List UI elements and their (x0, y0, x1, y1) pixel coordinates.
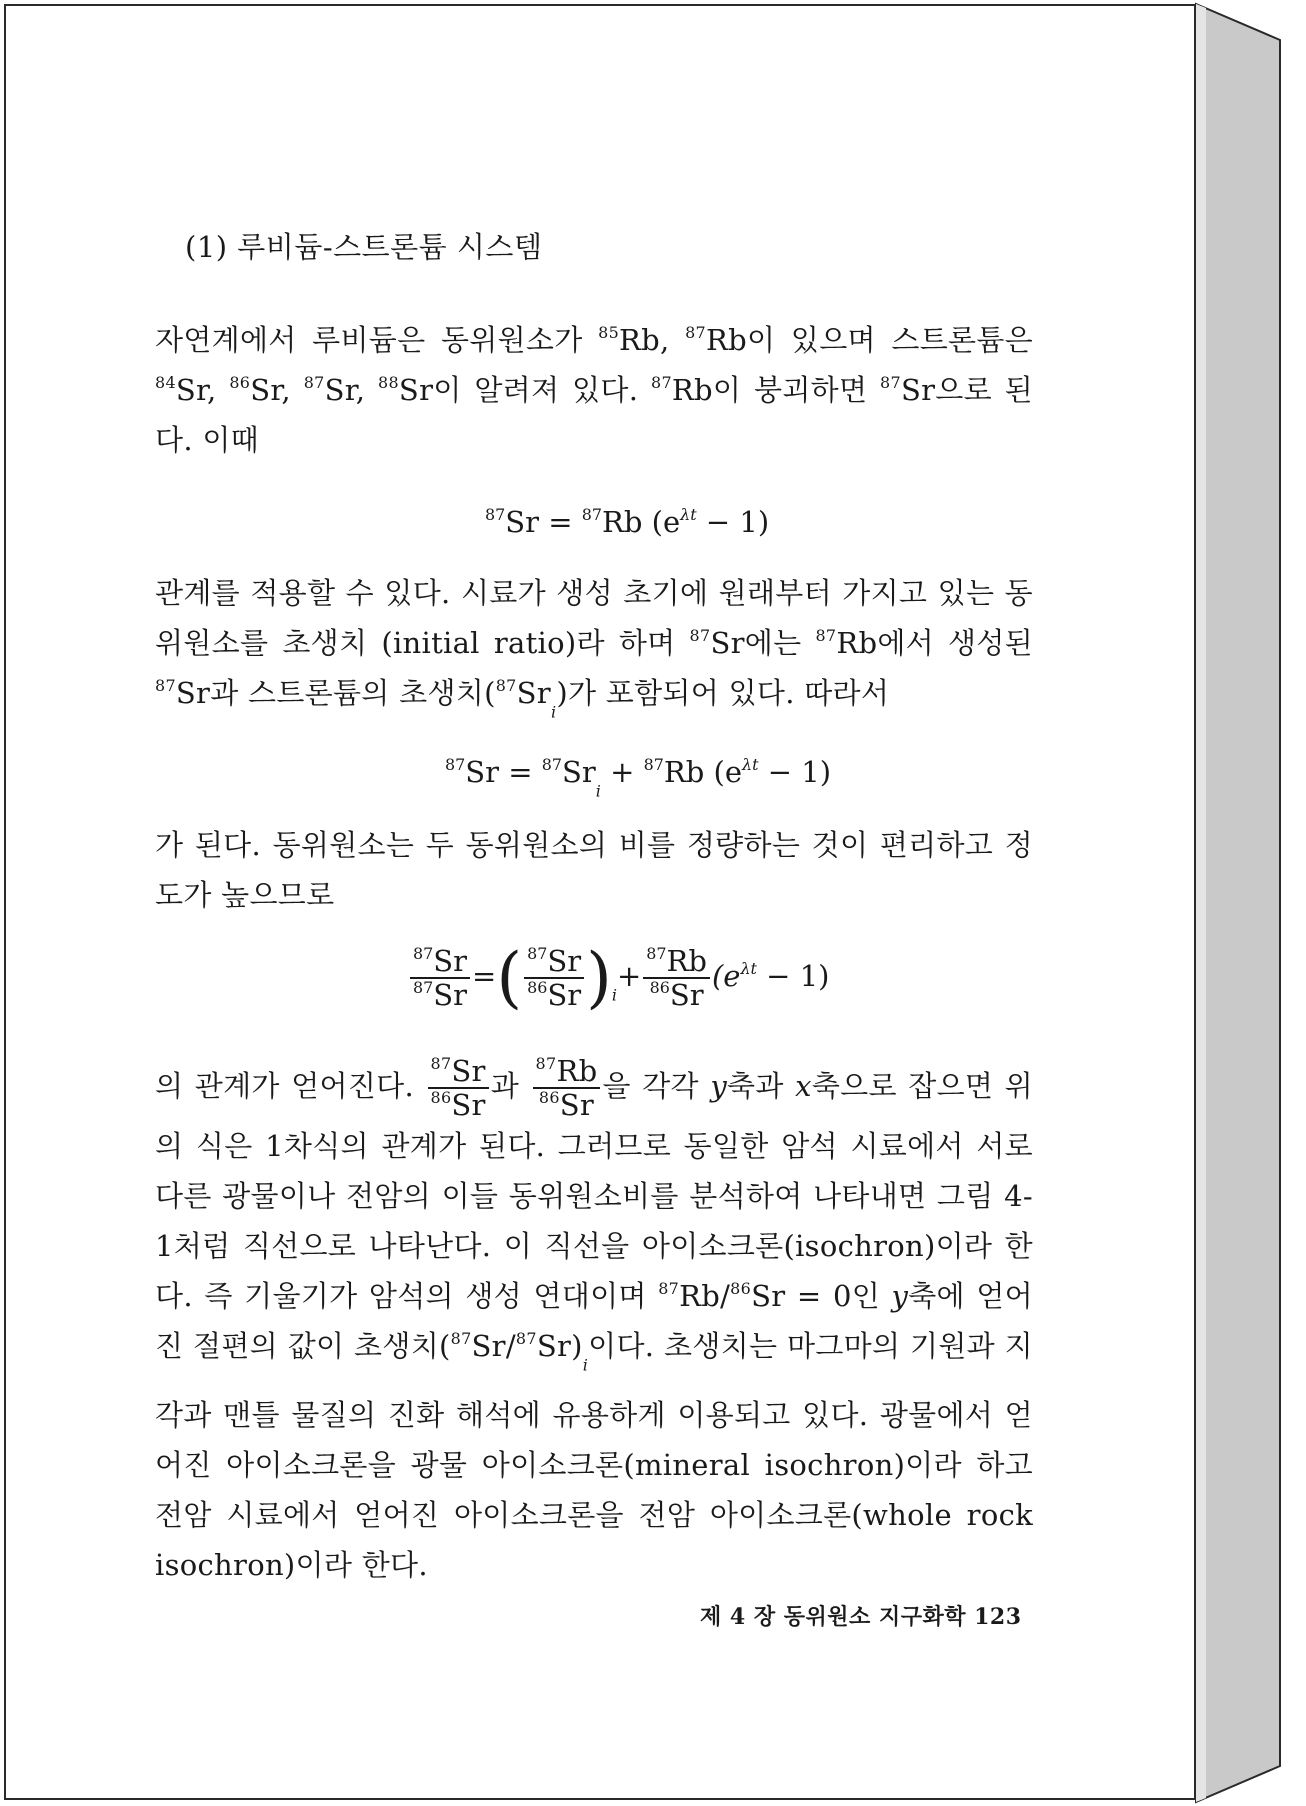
mass-number: 85 (598, 323, 620, 343)
eq-text: − 1) (758, 755, 832, 789)
mass-number: 87 (413, 978, 434, 998)
mass-number: 87 (643, 755, 664, 775)
denominator: Sr (669, 978, 704, 1012)
book-page-edge (1196, 4, 1206, 1802)
mass-number: 84 (155, 373, 176, 393)
mass-number: 87 (880, 373, 901, 393)
subscript-i: i (611, 985, 617, 1005)
mass-number: 87 (651, 373, 672, 393)
mass-number: 86 (730, 1279, 752, 1299)
mass-number: 87 (303, 373, 325, 393)
eq-text: + (600, 755, 644, 789)
denominator: Sr (547, 978, 582, 1012)
text: 을 각각 (602, 1069, 711, 1103)
mass-number: 87 (541, 755, 563, 775)
mass-number: 87 (527, 944, 548, 964)
text: Sr, (324, 373, 379, 407)
text: Sr과 스트론튬의 초생치( (175, 676, 496, 710)
mass-number: 86 (430, 1088, 452, 1108)
mass-number: 87 (658, 1279, 680, 1299)
close-paren: ) (586, 939, 612, 1016)
fraction (643, 945, 710, 1011)
paragraph-isochron (155, 1055, 1033, 1590)
eq-text: Sr (562, 755, 596, 789)
eq-text: (e (711, 959, 741, 993)
text: Sr에는 (710, 626, 816, 660)
eq-text: Sr = (505, 505, 582, 539)
eq-text: Rb (e (602, 505, 681, 539)
numerator: Rb (556, 1054, 598, 1088)
mass-number: 87 (495, 676, 517, 696)
subscript-i: i (582, 1355, 589, 1375)
text: Rb이 붕괴하면 (671, 373, 881, 407)
inline-fraction (533, 1055, 601, 1121)
text: )가 포함되어 있다. 따라서 (556, 676, 890, 710)
mass-number: 87 (685, 323, 706, 343)
paragraph-initial-ratio (155, 568, 1033, 737)
mass-number: 87 (155, 676, 176, 696)
paragraph-ratio: 가 된다. 동위원소는 두 동위원소의 비를 정량하는 것이 편리하고 정도가 높으므로 (155, 828, 1033, 912)
text: Sr으로 된다. 이때 (155, 373, 1033, 457)
mass-number: 87 (815, 626, 837, 646)
mass-number: 86 (649, 978, 670, 998)
text: 축으로 잡으면 위의 식은 1차식의 관계가 된다. 그러므로 동일한 암석 시료에서 서로 다른 광물이나 전암의 이들 동위원소비를 분석하여 나타내면 그림 4-1처럼 직선으로 나타난다. 이 직선을 아이소크론(isochron)이라 한다. 즉 기울기가 암석의 생성 연대이며 (155, 1069, 1033, 1313)
text: Sr) (536, 1329, 583, 1363)
text: 이다. 초생치는 마그마의 기원과 지각과 맨틀 물질의 진화 해석에 유용하게 이용되고 있다. 광물에서 얻어진 아이소크론을 광물 아이소크론(mineral isochron)이라 하고 전암 시료에서 얻어진 아이소크론을 전암 아이소크론(whole rock isochron)이라 한다. (155, 1329, 1033, 1583)
text: 축에 얻어진 절편의 값이 초생치( (155, 1279, 1033, 1363)
text: 자연계에서 루비듐은 동위원소가 (155, 323, 599, 357)
open-paren: ( (496, 939, 523, 1016)
mass-number: 86 (538, 1088, 560, 1108)
numerator: Sr (433, 944, 468, 978)
numerator: Sr (451, 1054, 486, 1088)
text: Rb/ (679, 1279, 731, 1313)
text: Rb이 있으며 스트론튬은 (706, 323, 1033, 357)
plus-sign: + (616, 959, 642, 993)
fraction (410, 945, 470, 1011)
mass-number: 86 (527, 978, 548, 998)
denominator: Sr (451, 1088, 486, 1122)
section-heading: (1) 루비듐-스트론튬 시스템 (185, 230, 543, 264)
eq-text: − 1) (696, 505, 770, 539)
text: Sr/ (471, 1329, 516, 1363)
mass-number: 87 (450, 1329, 472, 1349)
axis-var: y (710, 1069, 728, 1103)
mass-number: 87 (445, 755, 466, 775)
inline-fraction (428, 1055, 489, 1121)
paragraph-intro (155, 315, 1033, 465)
mass-number: 88 (378, 373, 399, 393)
text: Sr, (175, 373, 230, 407)
mass-number: 87 (535, 1054, 557, 1074)
text: 과 (490, 1069, 531, 1103)
axis-var: y (891, 1279, 909, 1313)
page-footer: 제 4 장 동위원소 지구화학 123 (700, 1604, 1022, 1630)
text: 관계를 적용할 수 있다. 시료가 생성 초기에 원래부터 가지고 있는 동위원소를 초생치 (initial ratio)라 하며 (155, 576, 1033, 660)
mass-number: 87 (413, 944, 434, 964)
mass-number: 87 (515, 1329, 537, 1349)
text: 의 관계가 얻어진다. (155, 1069, 426, 1103)
text: Rb에서 생성된 (836, 626, 1033, 660)
text: Sr (516, 676, 551, 710)
fraction (524, 945, 584, 1011)
eq-text: Sr = (465, 755, 542, 789)
denominator: Sr (433, 978, 468, 1012)
book-right-face (1196, 4, 1280, 1802)
text: Sr이 알려져 있다. (398, 373, 652, 407)
numerator: Rb (666, 944, 707, 978)
mass-number: 86 (229, 373, 251, 393)
equals-sign: = (472, 959, 497, 993)
exponent: λt (680, 505, 697, 525)
subscript-i: i (550, 702, 557, 722)
equation-2 (445, 755, 831, 800)
text: Sr = 0인 (751, 1279, 892, 1313)
mass-number: 87 (689, 626, 711, 646)
mass-number: 87 (581, 505, 603, 525)
text: 축과 (727, 1069, 796, 1103)
equation-1 (485, 505, 769, 539)
mass-number: 87 (485, 505, 506, 525)
numerator: Sr (547, 944, 582, 978)
eq-text: − 1) (756, 959, 830, 993)
axis-var: x (795, 1069, 812, 1103)
eq-text: Rb (e (663, 755, 742, 789)
mass-number: 87 (430, 1054, 452, 1074)
text: Sr, (250, 373, 304, 407)
text: Rb, (619, 323, 686, 357)
denominator: Sr (559, 1088, 595, 1122)
exponent: λt (740, 959, 757, 979)
subscript-i: i (595, 781, 601, 801)
mass-number: 87 (646, 944, 667, 964)
equation-3 (408, 939, 830, 1016)
exponent: λt (742, 755, 759, 775)
